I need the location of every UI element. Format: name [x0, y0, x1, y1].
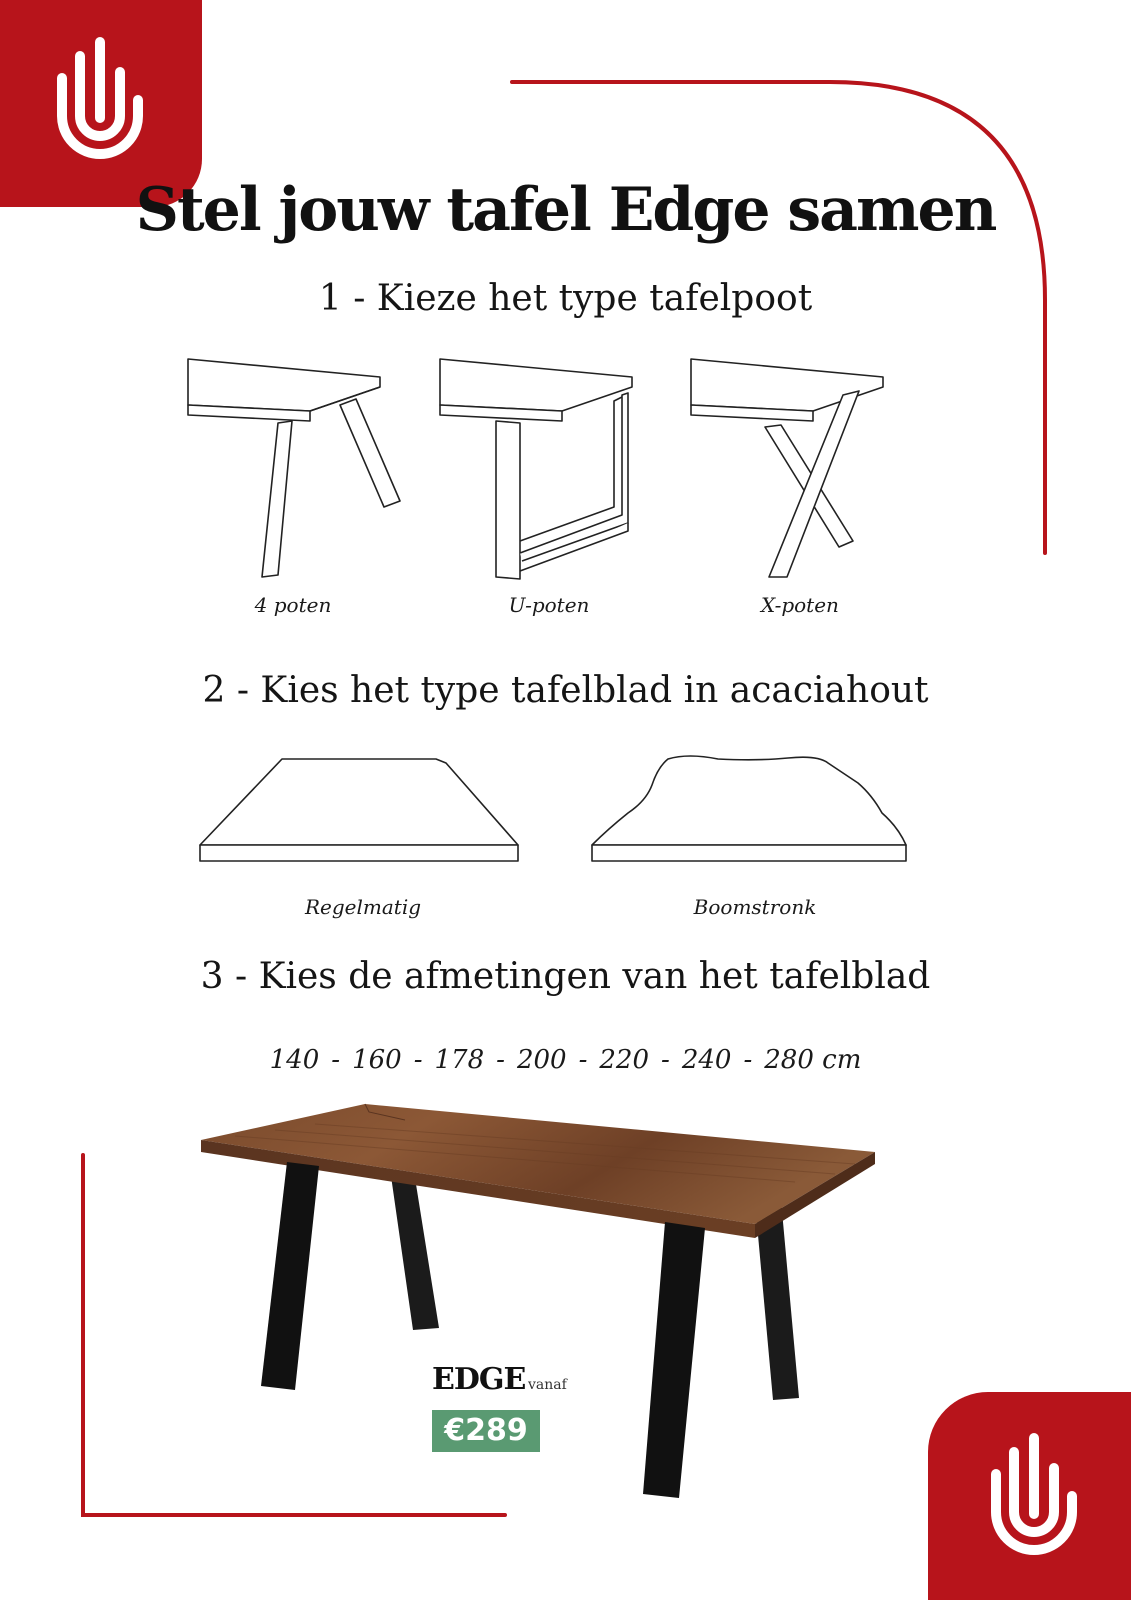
- leg-option-label: X-poten: [761, 593, 839, 617]
- edge-table-product-image: [195, 1090, 895, 1540]
- tabletop-regelmatig-illustration: [196, 755, 526, 875]
- size-separator: -: [743, 1045, 753, 1075]
- leg-option-label: 4 poten: [254, 593, 332, 617]
- leg-x-poten-illustration: [683, 355, 913, 595]
- tabletop-boomstronk-illustration: [588, 755, 918, 875]
- size-option: 160: [352, 1045, 402, 1075]
- size-option: 240: [681, 1045, 732, 1075]
- page-title: Stel jouw tafel Edge samen: [135, 175, 996, 245]
- size-option: 178: [434, 1045, 485, 1075]
- tabletop-option-label: Boomstronk: [693, 895, 817, 919]
- size-separator: -: [578, 1045, 588, 1075]
- brand-logo-bottom-right: [928, 1392, 1131, 1600]
- leg-option-label: U-poten: [508, 593, 590, 617]
- step1-heading: 1 - Kieze het type tafelpoot: [318, 278, 813, 319]
- size-option: 220: [599, 1045, 650, 1075]
- step3-heading: 3 - Kies de afmetingen van het tafelblad: [200, 956, 931, 997]
- size-separator: -: [496, 1045, 505, 1075]
- price-badge: €289: [432, 1410, 540, 1452]
- step2-heading: 2 - Kies het type tafelblad in acaciahout: [202, 670, 929, 711]
- size-separator: -: [331, 1045, 341, 1075]
- leg-u-poten-illustration: [432, 355, 662, 595]
- leg-4-poten-illustration: [180, 355, 410, 595]
- price-prefix: vanaf: [528, 1377, 567, 1393]
- size-option: 200: [516, 1045, 567, 1075]
- tabletop-option-label: Regelmatig: [304, 895, 422, 919]
- size-option: 140: [269, 1045, 320, 1075]
- product-name: EDGE: [432, 1362, 526, 1397]
- hand-u-logo-icon: [986, 1432, 1082, 1560]
- size-separator: -: [661, 1045, 670, 1075]
- size-separator: -: [413, 1045, 423, 1075]
- size-option: 280 cm: [764, 1045, 862, 1075]
- hand-u-logo-icon: [52, 36, 148, 164]
- size-options: [0, 1045, 1131, 1075]
